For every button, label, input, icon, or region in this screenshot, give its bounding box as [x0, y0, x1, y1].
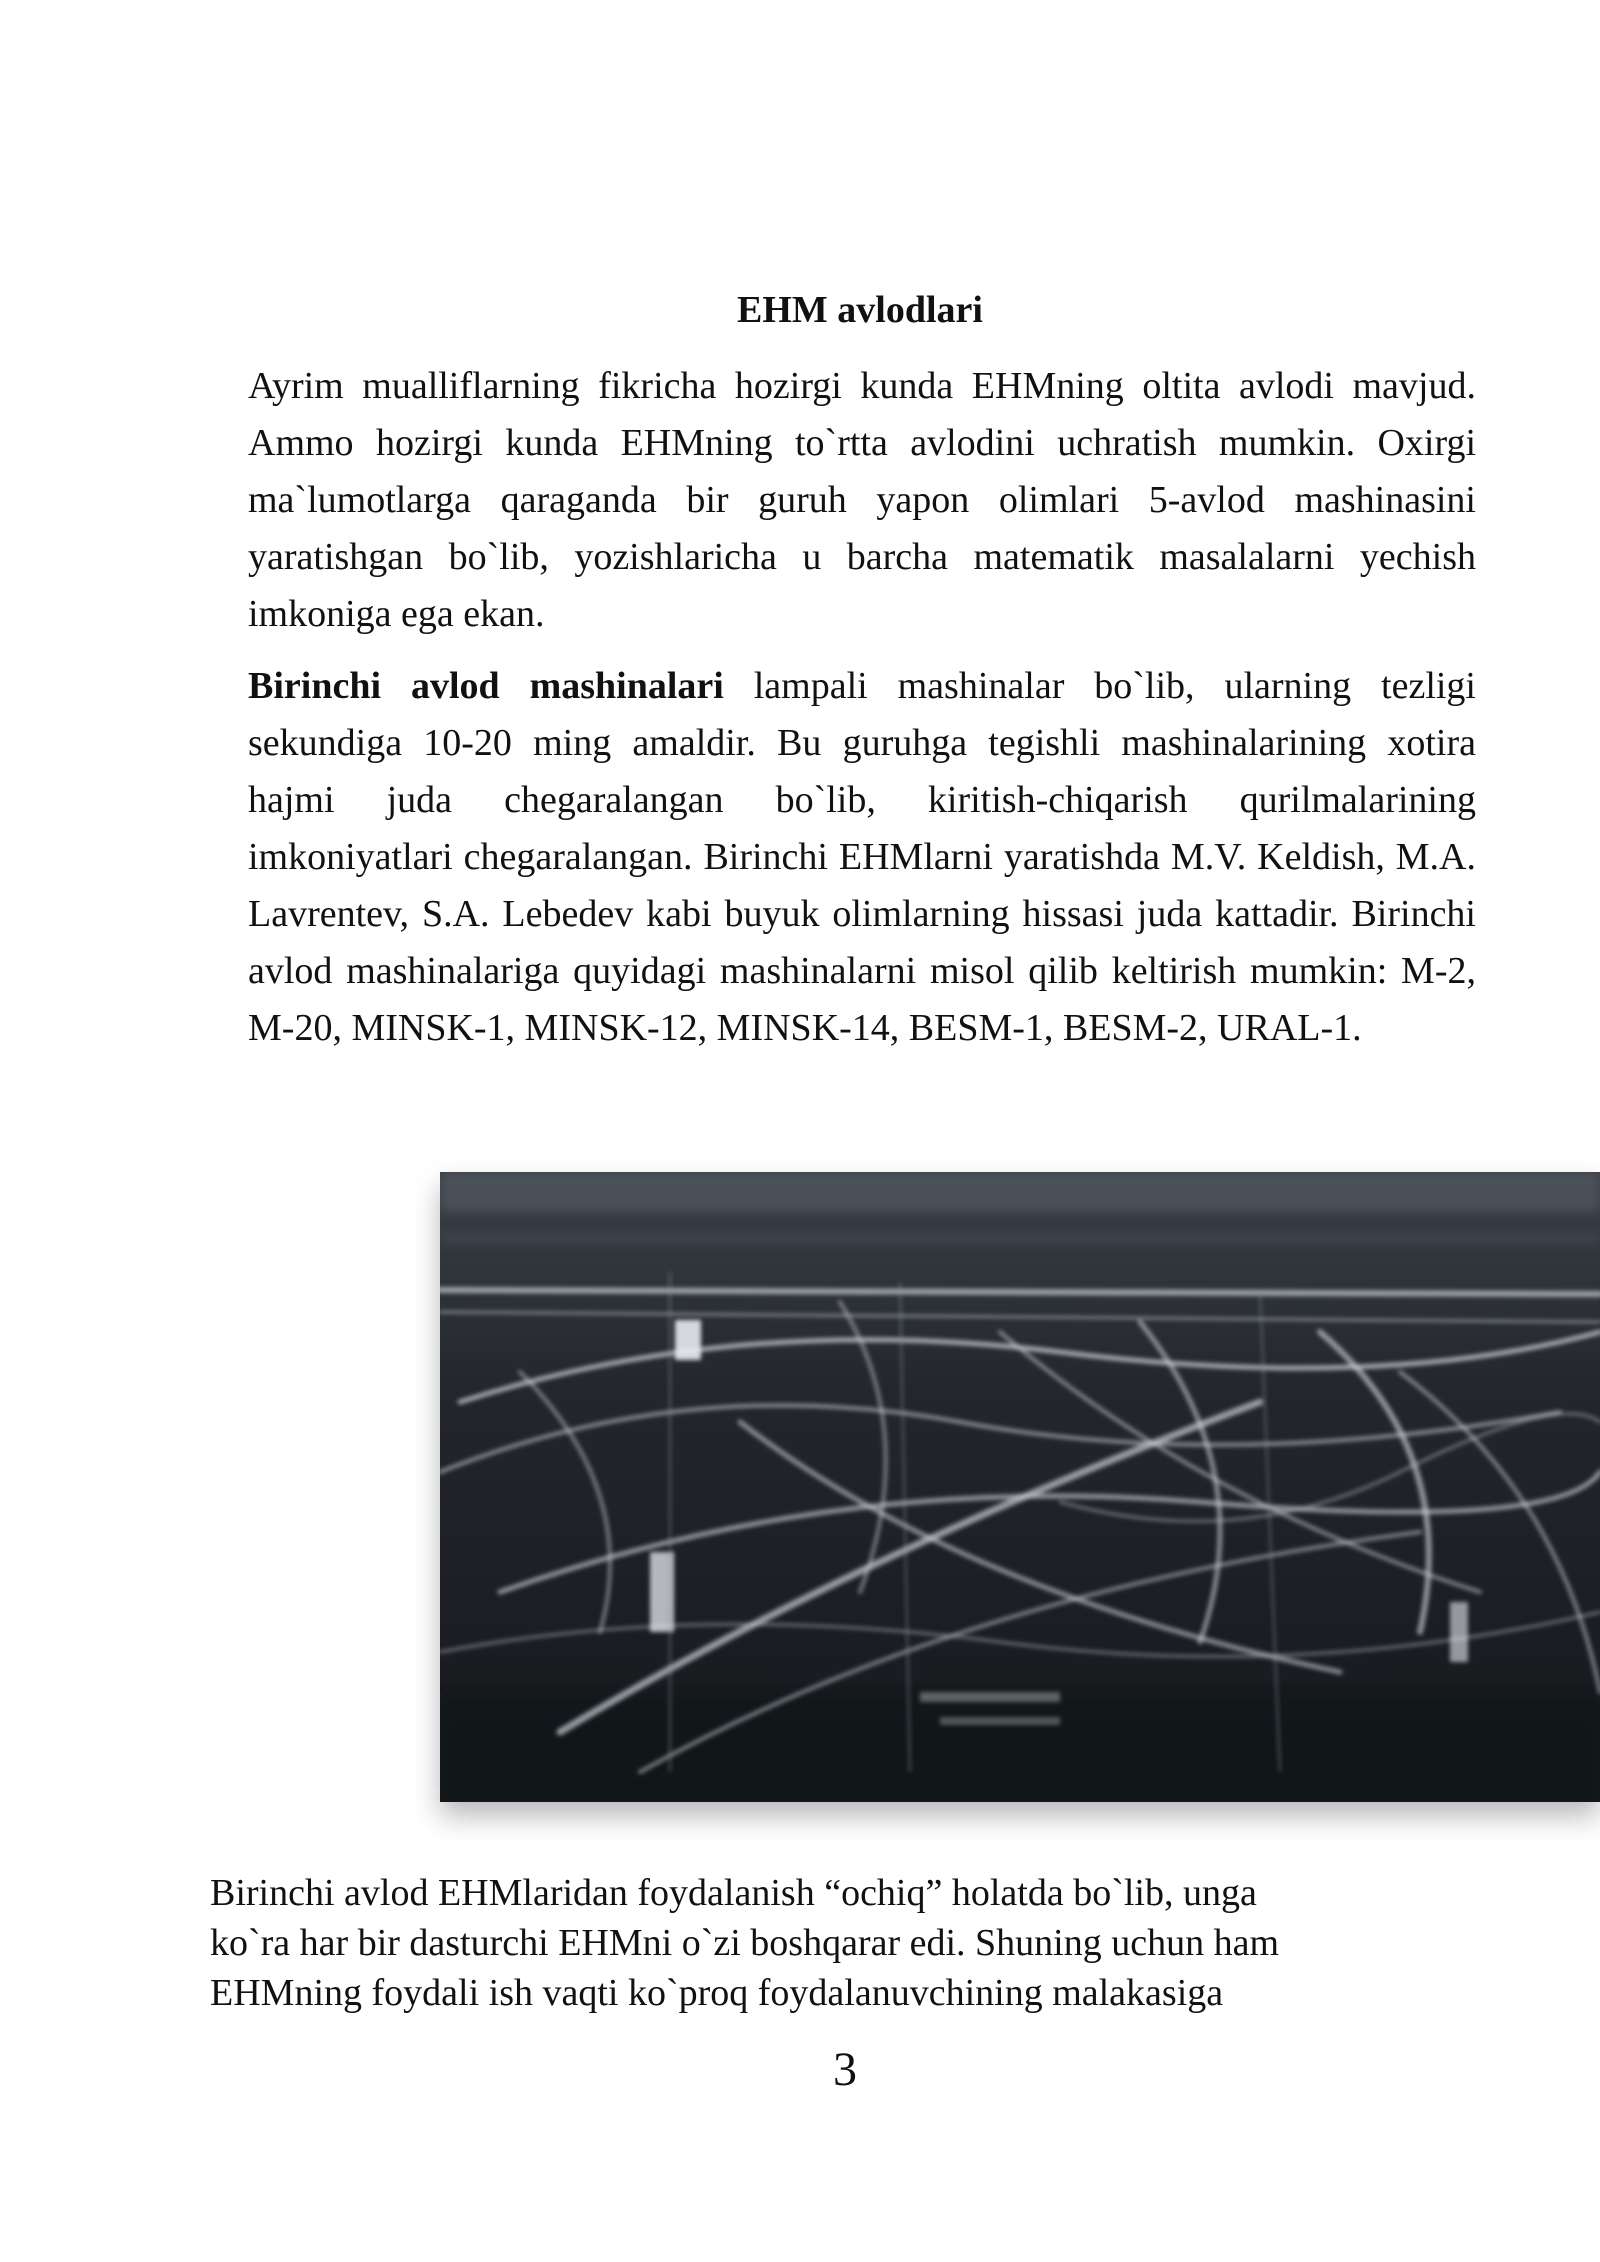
- paragraph-bold-lead: Birinchi avlod mashinalari: [248, 665, 724, 707]
- paragraph-first-generation: [248, 658, 1476, 1057]
- paragraph-body: lampali mashinalar bo`lib, ularning tezligi sekundiga 10-20 ming amaldir. Bu guruhga tegishli mashinalarining xotira hajmi juda chegaralangan bo`lib, kiritish-chiqarish qurilmalarining imkoniyatlari chegaralangan. Birinchi EHMlarni yaratishda M.V. Keldish, M.A. Lavrentev, S.A. Lebedev kabi buyuk olimlarning hissasi juda kattadir. Birinchi avlod mashinalariga quyidagi mashinalarni misol qilib keltirish mumkin: M-2, M-20, MINSK-1, MINSK-12, MINSK-14, BESM-1, BESM-2, URAL-1.: [248, 665, 1476, 1049]
- page-title: EHM avlodlari: [737, 289, 983, 331]
- paragraph-line: ko`ra har bir dasturchi EHMni o`zi boshqarar edi. Shuning uchun ham: [210, 1922, 1280, 1964]
- paragraph-continued: [210, 1868, 1510, 2018]
- paragraph-intro: Ayrim mualliflarning fikricha hozirgi kunda EHMning oltita avlodi mavjud. Ammo hozirgi kunda EHMning to`rtta avlodini uchratish mumkin. Oxirgi ma`lumotlarga qaraganda bir guruh yapon olimlari 5-avlod mashinasini yaratishgan bo`lib, yozishlaricha u barcha matematik masalalarni yechish imkoniga ega ekan.: [248, 365, 1476, 635]
- first-generation-computer-photo: [440, 1172, 1600, 1802]
- page-number: 3: [833, 2043, 857, 2096]
- paragraph-line: EHMning foydali ish vaqti ko`proq foydalanuvchining malakasiga: [210, 1972, 1224, 2014]
- paragraph-line: Birinchi avlod EHMlaridan foydalanish “ochiq” holatda bo`lib, unga: [210, 1872, 1257, 1914]
- wiring-photo-icon: [440, 1172, 1600, 1802]
